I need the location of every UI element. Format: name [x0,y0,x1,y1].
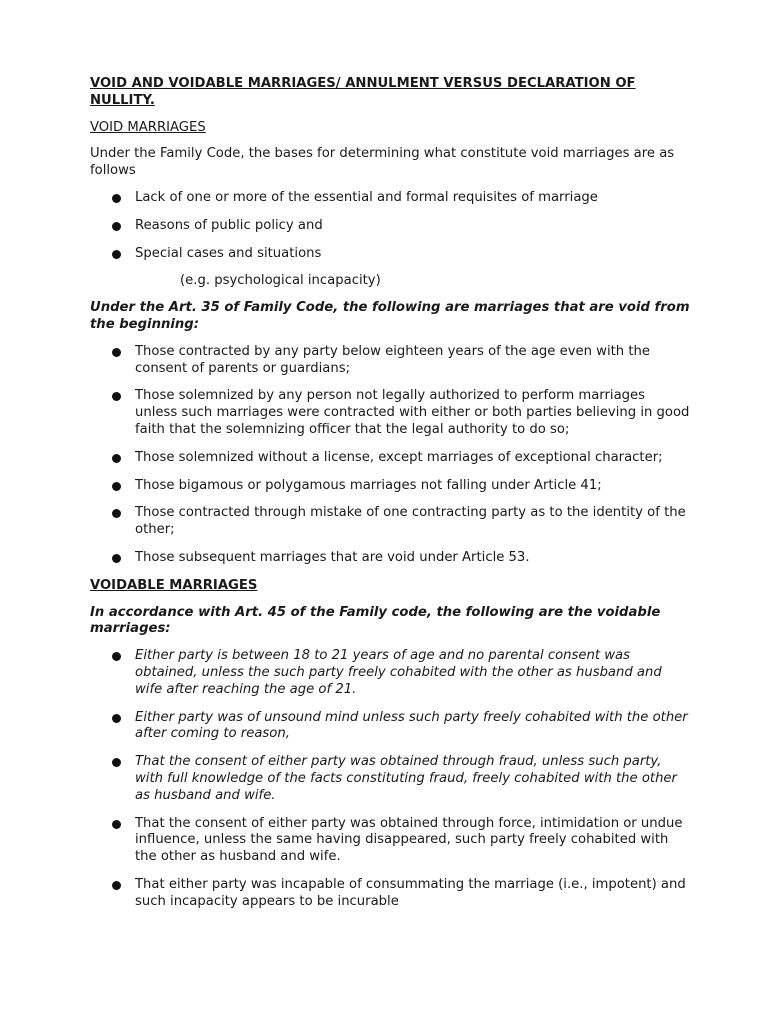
list-item-text: Those solemnized without a license, except marriages of exceptional character; [135,449,663,465]
list-item [90,816,690,866]
list-item [90,190,690,207]
bullet-icon [112,194,121,203]
list-item [90,877,690,911]
art45-list [90,648,690,910]
document-page [90,76,690,921]
bullet-icon [112,454,121,463]
list-item [90,550,690,567]
bullet-icon [112,652,121,661]
list-item-text: Lack of one or more of the essential and formal requisites of marriage [135,189,598,205]
list-item-text: Special cases and situations [135,245,322,261]
list-item-text: Those bigamous or polygamous marriages not falling under Article 41; [135,477,602,493]
list-item [90,710,690,744]
list-item [90,218,690,235]
art45-lead-paragraph: In accordance with Art. 45 of the Family code, the following are the voidable marriages: [90,604,661,637]
voidable-marriages-heading: VOIDABLE MARRIAGES [90,577,258,593]
bullet-icon [112,509,121,518]
bullet-icon [112,881,121,890]
bullet-icon [112,348,121,357]
list-item-text: Those subsequent marriages that are void under Article 53. [135,549,530,565]
art35-lead-paragraph: Under the Art. 35 of Family Code, the following are marriages that are void from the beginning: [90,300,690,332]
bullet-icon [112,392,121,401]
example-note: (e.g. psychological incapacity) [180,273,381,289]
bullet-icon [112,554,121,563]
bullet-icon [112,820,121,829]
list-item [90,648,690,698]
list-item-text: That the consent of either party was obtained through fraud, unless such party, with full knowledge of the facts constituting fraud, freely cohabited with the other as husband and wife. [135,754,677,803]
list-item [90,505,690,539]
bullet-icon [112,250,121,259]
list-item [90,478,690,495]
list-item [90,246,690,263]
list-item-text: Either party is between 18 to 21 years of age and no parental consent was obtained, unless the such party freely cohabited with the other as husband and wife after reaching the age of 21. [135,648,662,697]
list-item-text: Those contracted through mistake of one contracting party as to the identity of the other; [135,505,686,538]
list-item-text: That the consent of either party was obtained through force, intimidation or undue influence, unless the same having disappeared, such party freely cohabited with the other as husband and wife. [135,815,683,865]
list-item-text: Reasons of public policy and [135,217,323,233]
list-item [90,754,690,804]
list-item-text: That either party was incapable of consummating the marriage (i.e., impotent) and such incapacity appears to be incurable [135,876,686,909]
list-item [90,344,690,378]
list-item [90,388,690,438]
list-item-text: Either party was of unsound mind unless such party freely cohabited with the other after coming to reason, [135,709,688,742]
list-item-text: Those solemnized by any person not legally authorized to perform marriages unless such marriages were contracted with either or both parties believing in good faith that the solemnizing officer that the legal authority to do so; [135,388,690,437]
bullet-icon [112,714,121,723]
list-item-text: Those contracted by any party below eighteen years of the age even with the consent of parents or guardians; [135,343,650,376]
list-item [90,450,690,467]
bullet-icon [112,758,121,767]
document-title: VOID AND VOIDABLE MARRIAGES/ ANNULMENT VERSUS DECLARATION OF NULLITY. [90,76,636,108]
void-bases-list [90,190,690,262]
art35-list [90,344,690,567]
void-marriages-heading: VOID MARRIAGES [90,119,206,135]
bullet-icon [112,482,121,491]
void-intro-paragraph: Under the Family Code, the bases for determining what constitute void marriages are as follows [90,146,675,179]
bullet-icon [112,222,121,231]
